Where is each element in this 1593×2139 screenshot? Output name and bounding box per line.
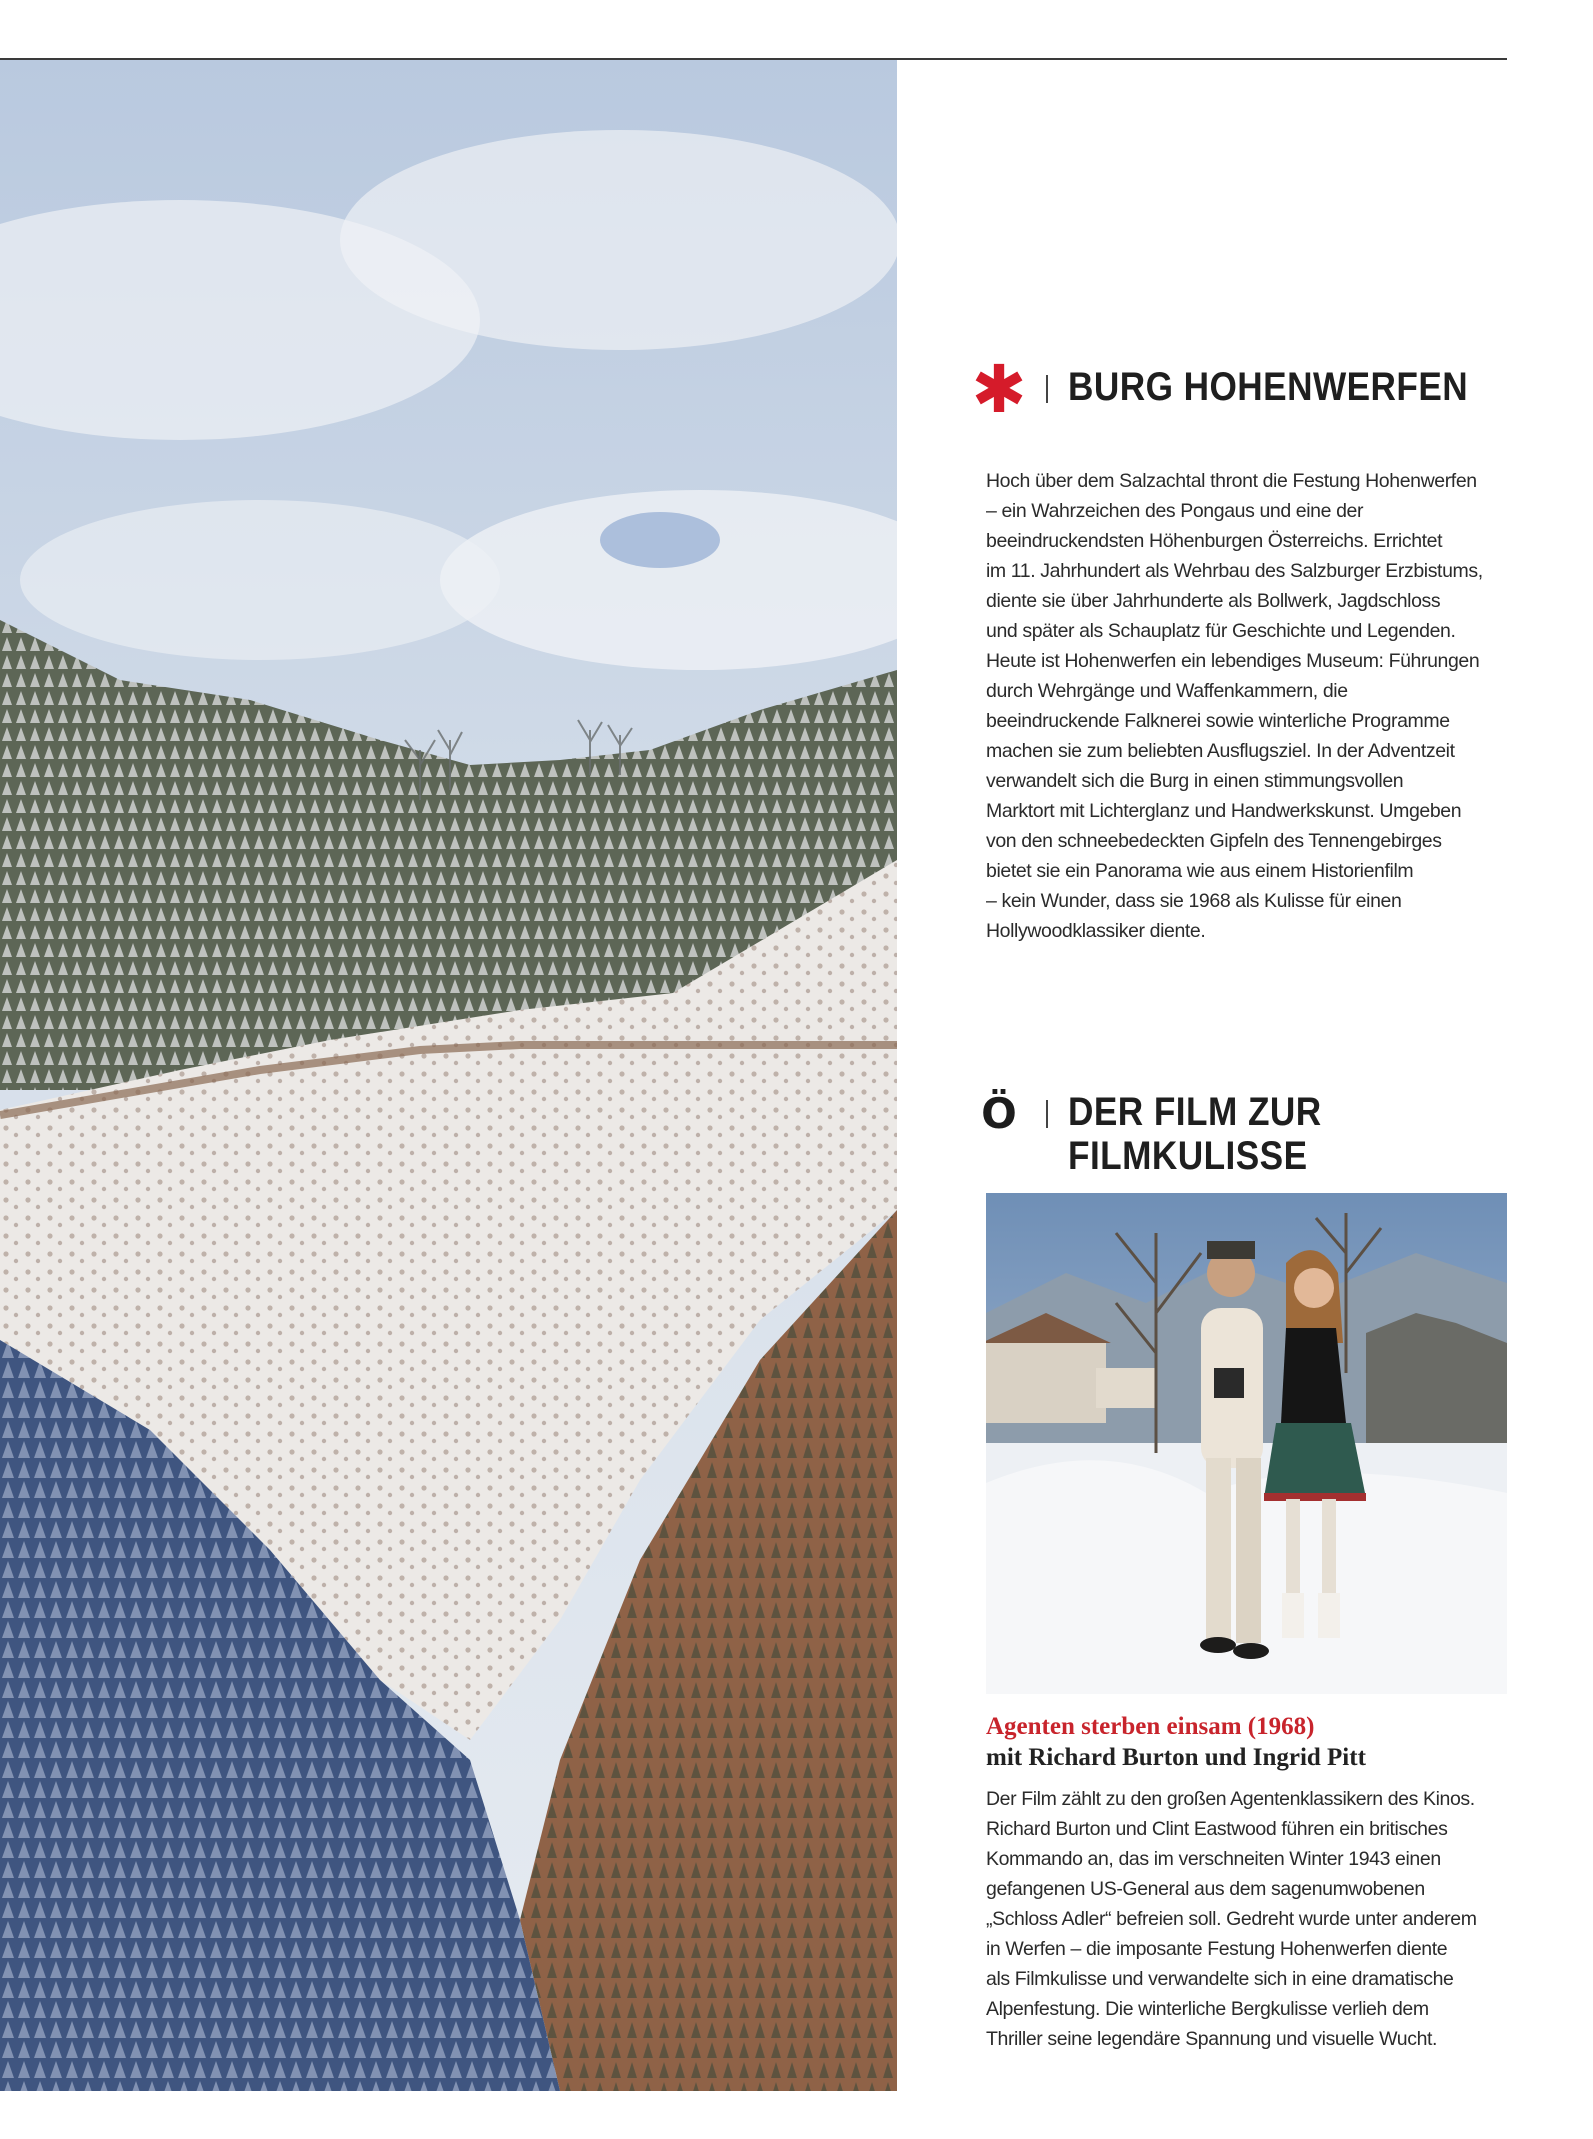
text-line: und später als Schauplatz für Geschichte und Legenden. — [986, 620, 1456, 642]
text-line: Thriller seine legendäre Spannung und visuelle Wucht. — [986, 2028, 1438, 2050]
text-line: beeindruckendsten Höhenburgen Österreichs. Errichtet — [986, 530, 1443, 552]
text-line: Hoch über dem Salzachtal thront die Festung Hohenwerfen — [986, 470, 1477, 492]
text-line: machen sie zum beliebten Ausflugsziel. In der Adventzeit — [986, 740, 1455, 762]
film-body-text — [986, 1784, 1501, 2054]
text-line: Richard Burton und Clint Eastwood führen ein britisches — [986, 1818, 1448, 1840]
text-line: als Filmkulisse und verwandelte sich in eine dramatische — [986, 1968, 1454, 1990]
text-line: – ein Wahrzeichen des Pongaus und eine der — [986, 500, 1364, 522]
section-heading-film — [976, 1090, 1356, 1178]
text-line: in Werfen – die imposante Festung Hohenwerfen diente — [986, 1938, 1448, 1960]
text-line: Heute ist Hohenwerfen ein lebendiges Museum: Führungen — [986, 650, 1480, 672]
text-line: Marktort mit Lichterglanz und Handwerkskunst. Umgeben — [986, 800, 1462, 822]
text-line: von den schneebedeckten Gipfeln des Tennengebirges — [986, 830, 1442, 852]
winter-mountain-photo — [0, 60, 897, 2091]
film-still-photo — [986, 1193, 1507, 1694]
section-title-film: DER FILM ZUR FILMKULISSE — [1068, 1090, 1322, 1178]
heading-separator — [1046, 1100, 1048, 1128]
text-line: verwandelt sich die Burg in einen stimmungsvollen — [986, 770, 1404, 792]
text-line: bietet sie ein Panorama wie aus einem Historienfilm — [986, 860, 1414, 882]
text-line: „Schloss Adler“ befreien soll. Gedreht wurde unter anderem — [986, 1908, 1477, 1930]
film-subtitle: mit Richard Burton und Ingrid Pitt — [986, 1744, 1366, 1771]
heading-separator — [1046, 375, 1048, 403]
asterisk-icon: ✱ — [971, 351, 1027, 428]
text-line: beeindruckende Falknerei sowie winterliche Programme — [986, 710, 1450, 732]
text-line: Hollywoodklassiker diente. — [986, 920, 1206, 942]
text-line: gefangenen US-General aus dem sagenumwobenen — [986, 1878, 1425, 1900]
section-heading-burg — [971, 351, 1523, 428]
text-line: im 11. Jahrhundert als Wehrbau des Salzburger Erzbistums, — [986, 560, 1483, 582]
burg-body-text — [986, 466, 1501, 946]
text-line: Kommando an, das im verschneiten Winter 1943 einen — [986, 1848, 1441, 1870]
text-line: durch Wehrgänge und Waffenkammern, die — [986, 680, 1348, 702]
o-umlaut-icon: Ö — [981, 1089, 1017, 1138]
text-line: – kein Wunder, dass sie 1968 als Kulisse für einen — [986, 890, 1402, 912]
film-title: Agenten sterben einsam (1968) — [986, 1713, 1315, 1740]
text-line: Der Film zählt zu den großen Agentenklassikern des Kinos. — [986, 1788, 1475, 1810]
section-title-burg: BURG HOHENWERFEN — [1068, 365, 1469, 409]
text-line: Alpenfestung. Die winterliche Bergkulisse verlieh dem — [986, 1998, 1429, 2020]
text-line: diente sie über Jahrhunderte als Bollwerk, Jagdschloss — [986, 590, 1441, 612]
